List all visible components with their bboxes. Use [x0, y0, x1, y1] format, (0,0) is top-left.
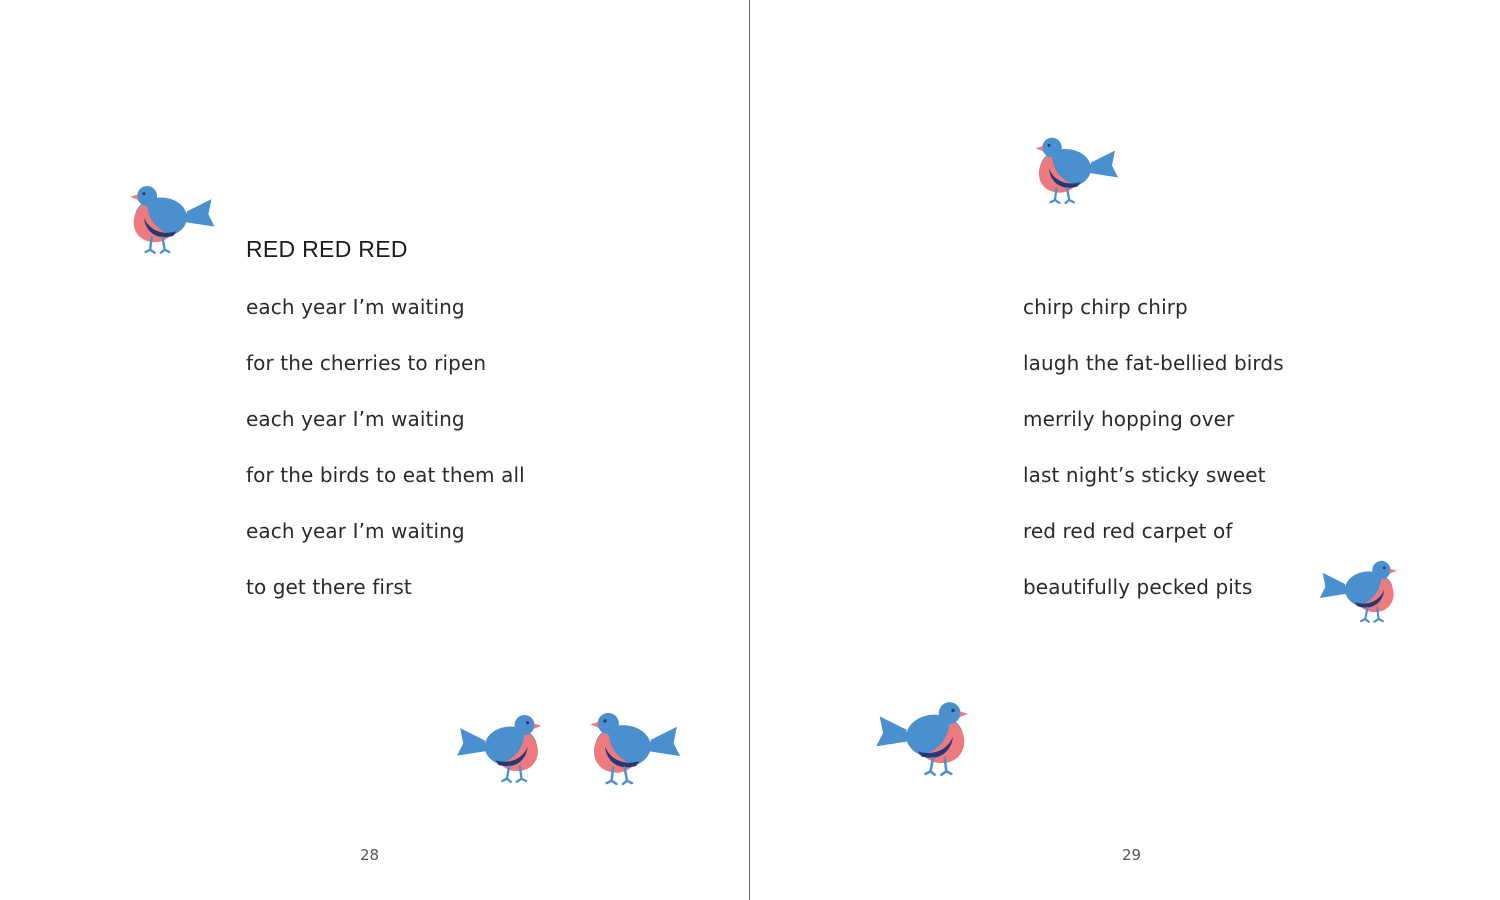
poem-line-7: chirp chirp chirp [1023, 295, 1188, 319]
page-number-right: 29 [1122, 846, 1142, 864]
robin-top-right-illustration [1004, 124, 1094, 216]
poem-line-12: beautifully pecked pits [1023, 575, 1253, 599]
poem-line-3: each year I’m waiting [246, 407, 465, 431]
robin-side-right-illustration [1317, 542, 1401, 640]
poem-line-9: merrily hopping over [1023, 407, 1235, 431]
poem-line-11: red red red carpet of [1023, 519, 1233, 543]
right-page [751, 0, 1500, 900]
page-number-left: 28 [360, 846, 380, 864]
poem-line-2: for the cherries to ripen [246, 351, 487, 375]
poem-line-8: laugh the fat-bellied birds [1023, 351, 1284, 375]
robin-top-left-illustration [98, 168, 190, 270]
poem-line-10: last night’s sticky sweet [1023, 463, 1266, 487]
poem-line-5: each year I’m waiting [246, 519, 465, 543]
poem-title: RED RED RED [246, 236, 408, 262]
poem-line-6: to get there first [246, 575, 412, 599]
book-gutter [749, 0, 750, 900]
robin-pair-left-illustration [454, 694, 546, 802]
left-page [0, 0, 749, 900]
robin-pair-right-illustration [556, 692, 654, 804]
robin-bottom-right-illustration [873, 680, 973, 796]
poem-line-4: for the birds to eat them all [246, 463, 525, 487]
poem-line-1: each year I’m waiting [246, 295, 465, 319]
